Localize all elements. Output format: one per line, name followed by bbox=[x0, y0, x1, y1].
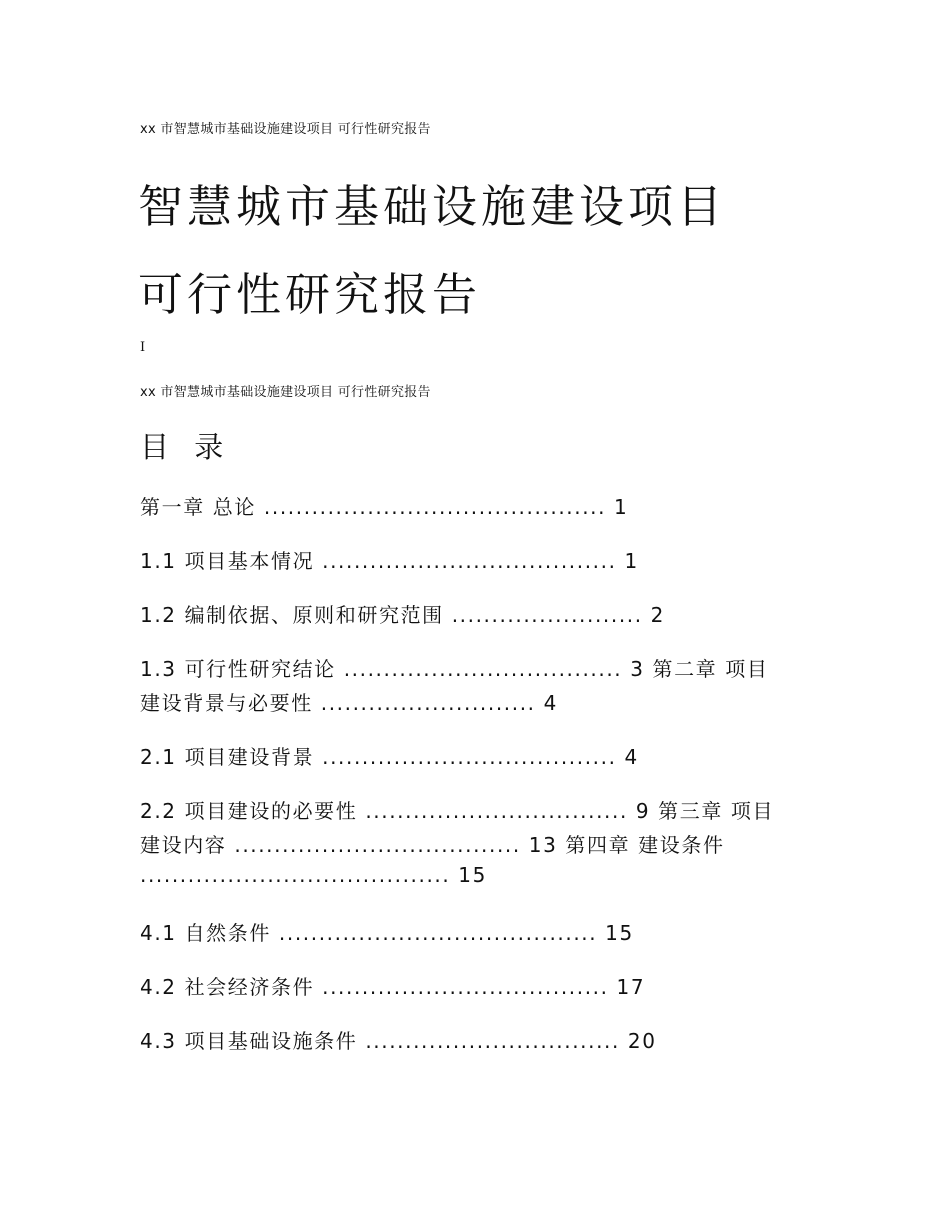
toc-entry[interactable]: 1.2 编制依据、原则和研究范围 ........................ 2 bbox=[140, 603, 665, 627]
toc-entry[interactable]: 第一章 总论 ........................................... 1 bbox=[140, 495, 629, 519]
running-header-top: xx 市智慧城市基础设施建设项目 可行性研究报告 bbox=[140, 122, 431, 137]
toc-entry[interactable]: ....................................... 15 bbox=[140, 863, 487, 887]
toc-heading: 目 录 bbox=[140, 430, 232, 464]
toc-entry[interactable]: 建设内容 .................................... 13 第四章 建设条件 bbox=[140, 833, 725, 857]
running-header-toc-page: xx 市智慧城市基础设施建设项目 可行性研究报告 bbox=[140, 385, 431, 400]
toc-entry[interactable]: 1.3 可行性研究结论 ................................... 3 第二章 项目 bbox=[140, 657, 769, 681]
report-title-line-2: 可行性研究报告 bbox=[138, 268, 482, 321]
page-number-roman: I bbox=[140, 340, 146, 355]
toc-entry[interactable]: 建设背景与必要性 ........................... 4 bbox=[140, 691, 558, 715]
toc-entry[interactable]: 1.1 项目基本情况 ..................................... 1 bbox=[140, 549, 639, 573]
toc-entry[interactable]: 2.2 项目建设的必要性 ................................. 9 第三章 项目 bbox=[140, 799, 775, 823]
toc-entry[interactable]: 4.3 项目基础设施条件 ................................ 20 bbox=[140, 1029, 657, 1053]
toc-entry[interactable]: 4.1 自然条件 ........................................ 15 bbox=[140, 921, 634, 945]
report-title-line-1: 智慧城市基础设施建设项目 bbox=[138, 180, 727, 233]
toc-entry[interactable]: 2.1 项目建设背景 ..................................... 4 bbox=[140, 745, 639, 769]
toc-entry[interactable]: 4.2 社会经济条件 .................................... 17 bbox=[140, 975, 646, 999]
